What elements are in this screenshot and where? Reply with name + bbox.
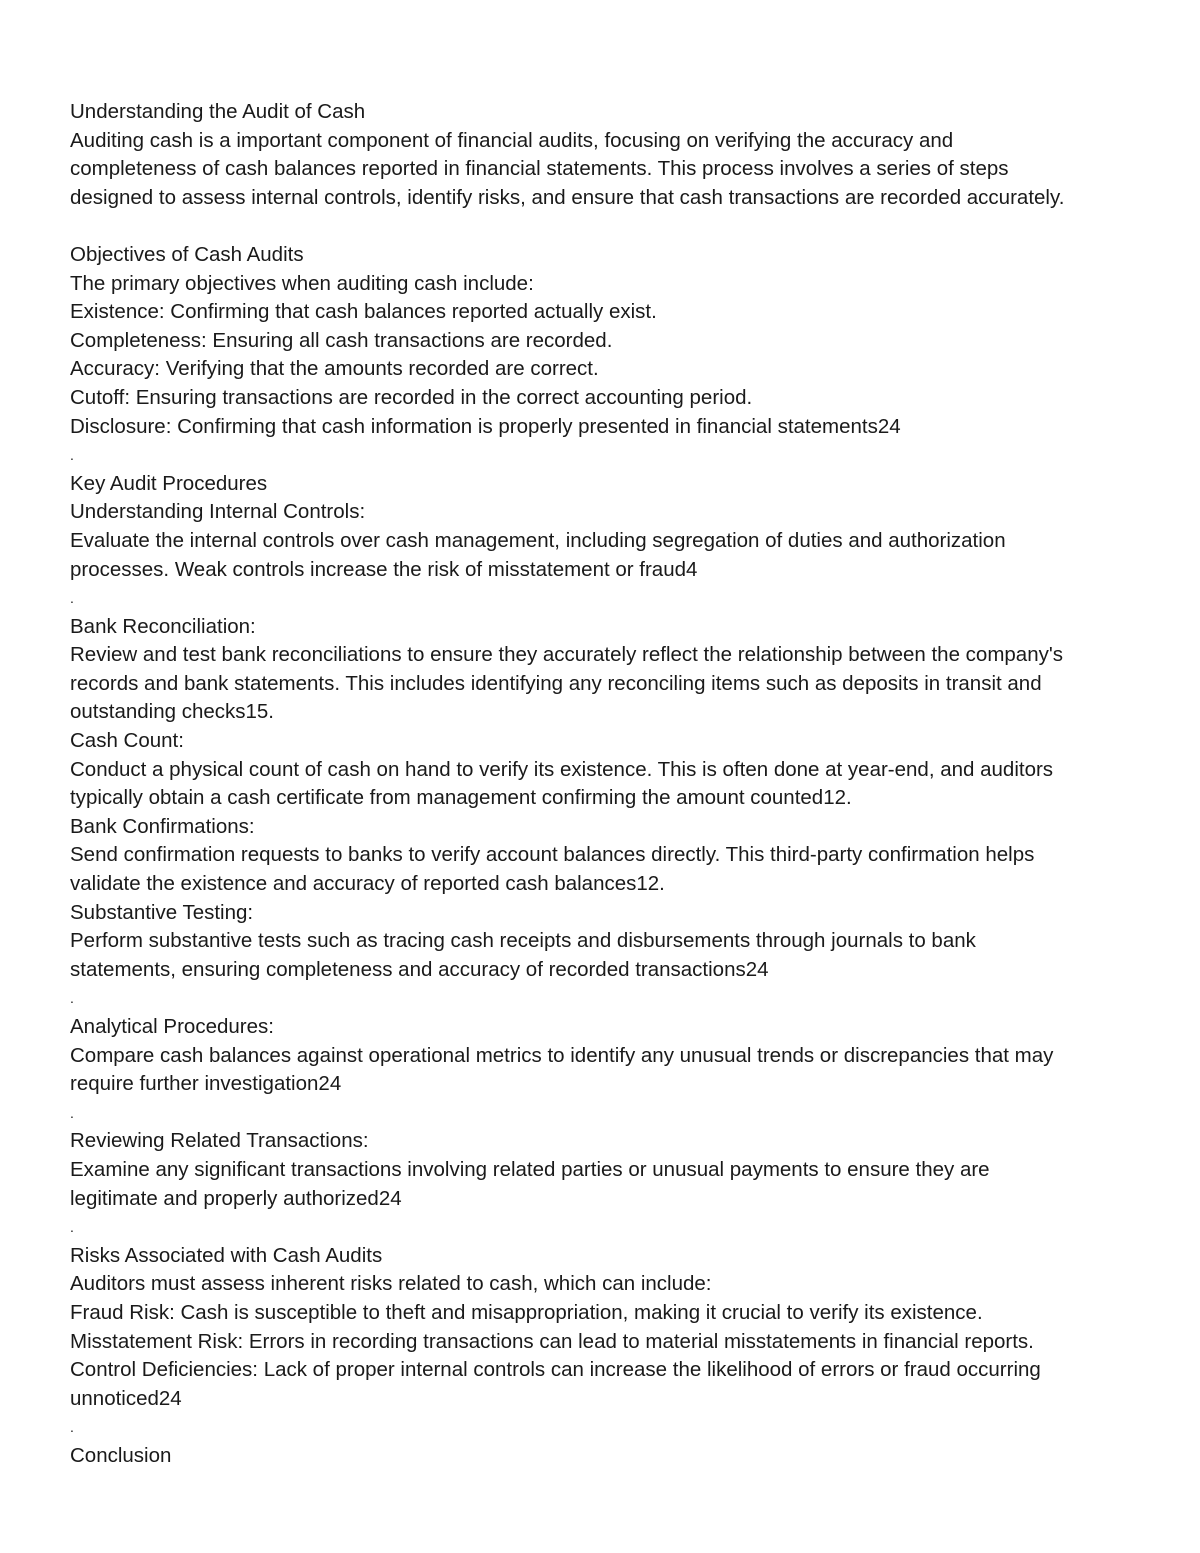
paragraph-line: Examine any significant transactions involving related parties or unusual payments to ensure they are [70,1157,990,1181]
list-item: unnoticed24 [70,1386,182,1410]
section-title: Understanding the Audit of Cash [70,100,366,123]
list-item: Completeness: Ensuring all cash transactions are recorded. [70,328,613,352]
section-title: Conclusion [70,1443,172,1467]
paragraph-line: Auditing cash is a important component of financial audits, focusing on verifying the accuracy and [70,128,954,152]
subheading: Substantive Testing: [70,900,254,924]
list-item: Disclosure: Confirming that cash information is properly presented in financial statements24 [70,414,901,438]
section-title: Risks Associated with Cash Audits [70,1243,383,1267]
paragraph-line: records and bank statements. This includes identifying any reconciling items such as deposits in transit and [70,671,1042,695]
section-title: Objectives of Cash Audits [70,242,304,266]
citation-dot: . [70,447,74,464]
paragraph-line: Conduct a physical count of cash on hand to verify its existence. This is often done at year-end, and auditors [70,757,1054,781]
list-item: Accuracy: Verifying that the amounts recorded are correct. [70,357,599,381]
paragraph-line: typically obtain a cash certificate from management confirming the amount counted12. [70,786,852,810]
paragraph-line: designed to assess internal controls, identify risks, and ensure that cash transactions are recorded accurately. [70,185,1065,209]
list-item: Control Deficiencies: Lack of proper internal controls can increase the likelihood of errors or fraud occurring [70,1358,1041,1382]
subheading: Analytical Procedures: [70,1015,274,1038]
paragraph-line: processes. Weak controls increase the risk of misstatement or fraud4 [70,557,698,581]
paragraph-line: completeness of cash balances reported in financial statements. This process involves a series of steps [70,157,1009,181]
list-item: Misstatement Risk: Errors in recording transactions can lead to material misstatements in financial reports. [70,1329,1034,1353]
list-item: Existence: Confirming that cash balances reported actually exist. [70,300,657,324]
subheading: Bank Reconciliation: [70,614,256,638]
paragraph-line: Review and test bank reconciliations to ensure they accurately reflect the relationship between the company's [70,643,1064,667]
paragraph-line: The primary objectives when auditing cash include: [70,271,534,295]
subheading: Reviewing Related Transactions: [70,1129,369,1153]
subheading: Cash Count: [70,729,184,753]
citation-dot: . [70,990,74,1007]
paragraph-line: statements, ensuring completeness and accuracy of recorded transactions24 [70,957,769,981]
section-title: Key Audit Procedures [70,471,268,495]
paragraph-line: require further investigation24 [70,1072,342,1096]
subheading: Bank Confirmations: [70,814,255,838]
paragraph-line: Auditors must assess inherent risks related to cash, which can include: [70,1272,712,1296]
list-item: Fraud Risk: Cash is susceptible to theft and misappropriation, making it crucial to verify its existence. [70,1300,983,1324]
paragraph-line: Send confirmation requests to banks to verify account balances directly. This third-party confirmation helps [70,843,1035,867]
document-body [70,98,1160,1471]
paragraph-line: validate the existence and accuracy of reported cash balances12. [70,872,665,896]
paragraph-line: Compare cash balances against operational metrics to identify any unusual trends or discrepancies that may [70,1043,1054,1067]
paragraph-line: Perform substantive tests such as tracing cash receipts and disbursements through journals to bank [70,929,976,953]
citation-dot: . [70,1219,74,1236]
subheading: Understanding Internal Controls: [70,500,366,524]
blank-line [70,212,1160,241]
paragraph-line: outstanding checks15. [70,700,274,724]
paragraph-line: legitimate and properly authorized24 [70,1186,402,1210]
list-item: Cutoff: Ensuring transactions are recorded in the correct accounting period. [70,385,753,409]
citation-dot: . [70,590,74,607]
citation-dot: . [70,1104,74,1121]
citation-dot: . [70,1419,74,1436]
paragraph-line: Evaluate the internal controls over cash management, including segregation of duties and authorization [70,528,1006,552]
